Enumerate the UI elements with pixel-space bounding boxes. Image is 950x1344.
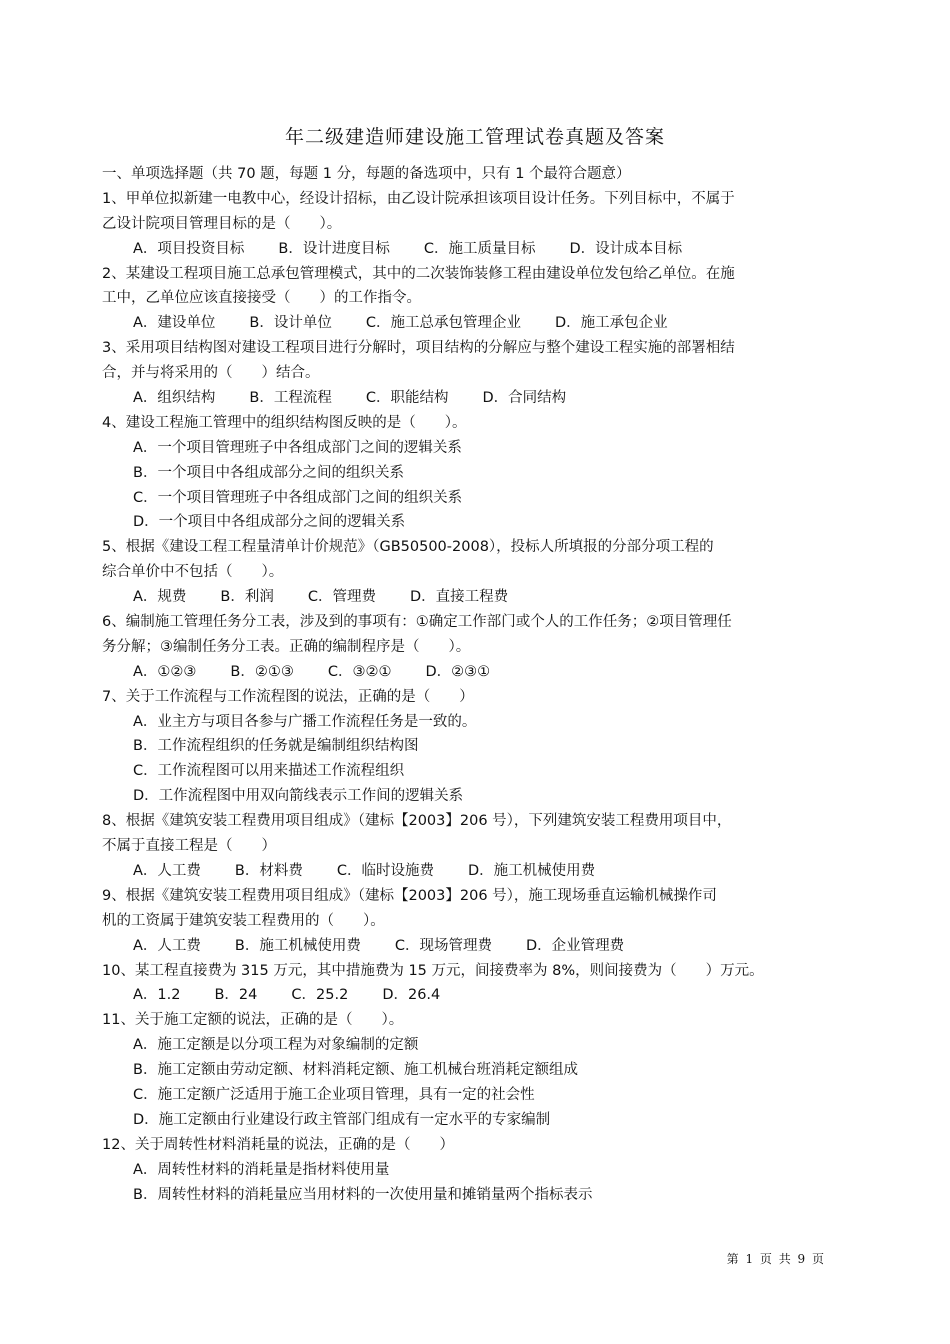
option-a: A．业主方与项目各参与广播工作流程任务是一致的。 (133, 713, 477, 730)
option-c: C．施工定额广泛适用于施工企业项目管理，具有一定的社会性 (133, 1086, 535, 1103)
option-c: C．一个项目管理班子中各组成部门之间的组织关系 (133, 489, 463, 506)
option-d: D．一个项目中各组成部分之间的逻辑关系 (133, 514, 406, 531)
question-1-options (102, 237, 842, 262)
option-d: D．施工定额由行业建设行政主管部门组成有一定水平的专家编制 (133, 1111, 551, 1128)
option-a: A．①②③ (133, 663, 197, 680)
question-6-options (102, 660, 842, 685)
question-list (102, 162, 842, 1207)
question-6-text-cont: 务分解；③编制任务分工表。正确的编制程序是（ ）。 (102, 638, 471, 655)
option-a: A．人工费 (133, 937, 201, 954)
option-a: A．一个项目管理班子中各组成部门之间的逻辑关系 (133, 439, 462, 456)
option-a: A．人工费 (133, 862, 201, 879)
question-5-text-cont: 综合单价中不包括（ ）。 (102, 564, 284, 581)
question-9-text-cont: 机的工资属于建筑安装工程费用的（ ）。 (102, 912, 385, 929)
option-a: A．项目投资目标 (133, 240, 245, 257)
option-d: D．施工承包企业 (555, 315, 668, 332)
question-9-options (102, 934, 842, 959)
option-b: B．工程流程 (249, 390, 332, 407)
option-c: C．③②① (327, 663, 392, 680)
option-c: C．工作流程图可以用来描述工作流程组织 (133, 763, 405, 780)
option-d: D．施工机械使用费 (468, 862, 596, 879)
option-c: C．职能结构 (365, 390, 449, 407)
question-10-options (102, 983, 842, 1008)
option-c: C．25.2 (291, 987, 349, 1004)
section-header: 一、单项选择题（共 70 题，每题 1 分，每题的备选项中，只有 1 个最符合题意） (102, 166, 631, 182)
option-a: A．组织结构 (133, 390, 216, 407)
question-3-text: 3、采用项目结构图对建设工程项目进行分解时，项目结构的分解应与整个建设工程实施的部署相结 (102, 340, 735, 357)
option-a: A．施工定额是以分项工程为对象编制的定额 (133, 1037, 419, 1054)
question-2-text-cont: 工中，乙单位应该直接接受（ ）的工作指令。 (102, 290, 421, 307)
option-c: C．施工总承包管理企业 (365, 315, 521, 332)
option-d: D．直接工程费 (410, 589, 509, 606)
option-b: B．周转性材料的消耗量应当用材料的一次使用量和摊销量两个指标表示 (133, 1186, 593, 1203)
option-a: A．1.2 (133, 987, 181, 1004)
option-d: D．合同结构 (482, 390, 567, 407)
option-b: B．工作流程组织的任务就是编制组织结构图 (133, 738, 419, 755)
option-b: B．一个项目中各组成部分之间的组织关系 (133, 464, 404, 481)
option-d: D．工作流程图中用双向箭线表示工作间的逻辑关系 (133, 788, 464, 805)
option-d: D．企业管理费 (526, 937, 625, 954)
option-b: B．24 (214, 987, 258, 1004)
question-10-text: 10、某工程直接费为 315 万元，其中措施费为 15 万元，间接费率为 8%，则间接费为（ ）万元。 (102, 962, 764, 979)
option-b: B．施工机械使用费 (234, 937, 361, 954)
option-d: D．②③① (425, 663, 491, 680)
option-b: B．②①③ (230, 663, 294, 680)
question-4-text: 4、建设工程施工管理中的组织结构图反映的是（ ）。 (102, 414, 467, 431)
question-9-text: 9、根据《建筑安装工程费用项目组成》（建标【2003】206 号），施工现场垂直运输机械操作司 (102, 887, 717, 904)
option-c: C．临时设施费 (336, 862, 434, 879)
question-3-options (102, 386, 842, 411)
document-title: 年二级建造师建设施工管理试卷真题及答案 (284, 126, 665, 148)
option-d: D．26.4 (382, 987, 441, 1004)
question-12-text: 12、关于周转性材料消耗量的说法，正确的是（ ） (102, 1136, 454, 1153)
option-b: B．施工定额由劳动定额、材料消耗定额、施工机械台班消耗定额组成 (133, 1062, 578, 1079)
question-5-text: 5、根据《建设工程工程量清单计价规范》（GB50500-2008），投标人所填报的分部分项工程的 (102, 539, 714, 556)
question-3-text-cont: 合，并与将采用的（ ）结合。 (102, 365, 320, 382)
question-6-text: 6、编制施工管理任务分工表，涉及到的事项有：①确定工作部门或个人的工作任务；②项目管理任 (102, 614, 732, 631)
option-c: C．管理费 (307, 589, 376, 606)
option-a: A．建设单位 (133, 315, 216, 332)
question-8-text-cont: 不属于直接工程是（ ） (102, 838, 276, 855)
question-5-options (102, 585, 842, 610)
option-b: B．设计进度目标 (278, 240, 390, 257)
option-c: C．现场管理费 (394, 937, 492, 954)
question-7-text: 7、关于工作流程与工作流程图的说法，正确的是（ ） (102, 688, 474, 705)
question-2-options (102, 311, 842, 336)
option-a: A．规费 (133, 589, 187, 606)
question-1-text-cont: 乙设计院项目管理目标的是（ ）。 (102, 215, 342, 232)
option-a: A．周转性材料的消耗量是指材料使用量 (133, 1161, 390, 1178)
option-c: C．施工质量目标 (423, 240, 536, 257)
option-b: B．材料费 (234, 862, 303, 879)
question-2-text: 2、某建设工程项目施工总承包管理模式，其中的二次装饰装修工程由建设单位发包给乙单位。在施 (102, 265, 735, 282)
option-d: D．设计成本目标 (569, 240, 683, 257)
page-number: 第 1 页 共 9 页 (726, 1252, 824, 1266)
option-b: B．利润 (220, 589, 274, 606)
question-1-text: 1、甲单位拟新建一电教中心，经设计招标，由乙设计院承担该项目设计任务。下列目标中，不属于 (102, 190, 735, 207)
option-b: B．设计单位 (249, 315, 332, 332)
question-11-text: 11、关于施工定额的说法，正确的是（ ）。 (102, 1012, 404, 1029)
question-8-options (102, 859, 842, 884)
question-8-text: 8、根据《建筑安装工程费用项目组成》（建标【2003】206 号），下列建筑安装工程费用项目中， (102, 813, 732, 830)
